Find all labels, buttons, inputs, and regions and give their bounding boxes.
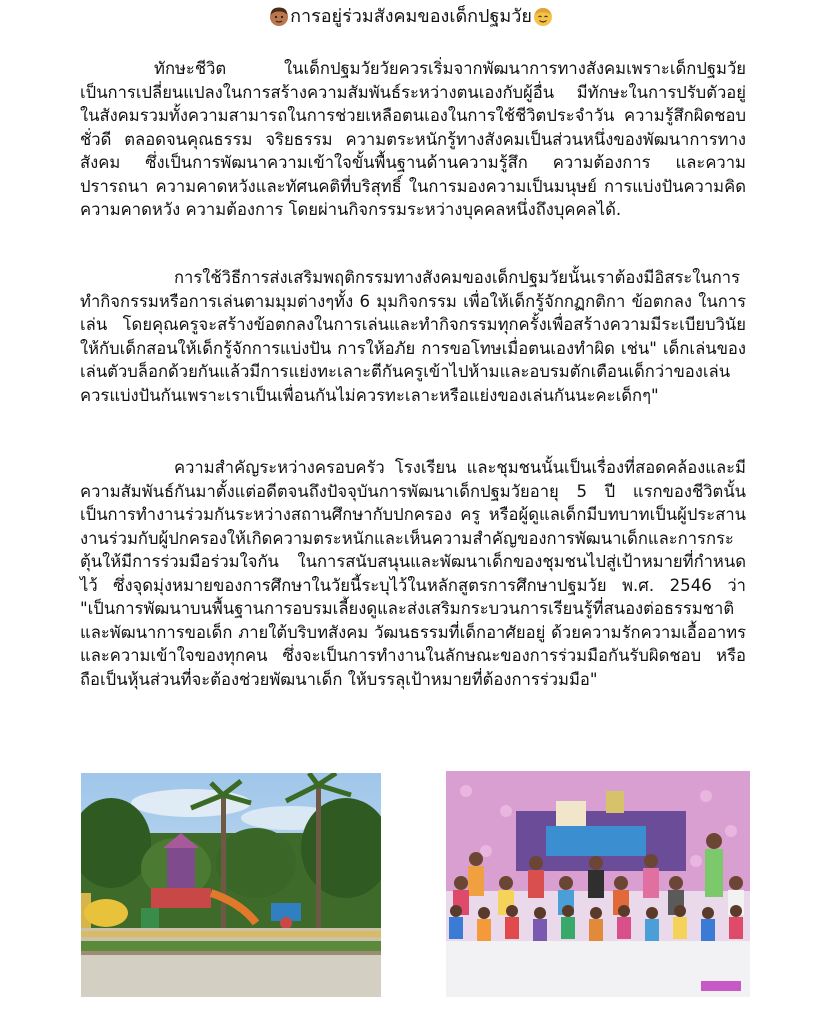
boy-face-icon bbox=[268, 5, 290, 27]
paragraph-life-skills bbox=[80, 57, 746, 222]
class-group-photo bbox=[446, 771, 750, 997]
paragraph-text: ความสำคัญระหว่างครอบครัว โรงเรียน และชุมชนนั้นเป็นเรื่องที่สอดคล้องและมีความสัมพันธ์กันมาตั้งแต่อดีตจนถึงปัจจุบันการพัฒนาเด็กปฐมวัยอายุ 5 ปี แรกของชีวิตนั้นเป็นการทำงานร่วมกันระหว่างสถานศึกษากับปกครอง ครู หรือผู้ดูแลเด็กมีบทบาทเป็นผู้ประสานงานร่วมกับผู้ปกครองให้เกิดความตระหนักและเห็นความสำคัญของการพัฒนาเด็กและการกระตุ้นให้มีการร่วมมือร่วมใจกัน ในการสนับสนุนและพัฒนาเด็กของชุมชนไปสู่เป้าหมายที่กำหนดไว้ ซึ่งจุดมุ่งหมายของการศึกษาในวัยนี้ระบุไว้ในหลักสูตรการศึกษาปฐมวัย พ.ศ. 2546 ว่า "เป็นการพัฒนาบนพื้นฐานการอบรมเลี้ยงดูและส่งเสริมกระบวนการเรียนรู้ที่สนองต่อธรรมชาติและพัฒนาการขอเด็ก ภายใต้บริบทสังคม วัฒนธรรมที่เด็กอาศัยอยู่ ด้วยความรักความเอื้ออาทรและความเข้าใจของทุกคน ซึ่งจะเป็นการทำงานในลักษณะของการร่วมมือกันรับผิดชอบ หรือถือเป็นหุ้นส่วนที่จะต้องช่วยพัฒนาเด็ก ให้บรรลุเป้าหมายที่ต้องการร่วมมือ" bbox=[80, 458, 746, 689]
paragraph-family-school-community bbox=[80, 456, 746, 691]
paragraph-text: การใช้วิธีการส่งเสริมพฤติกรรมทางสังคมของเด็กปฐมวัยนั้นเราต้องมีอิสระในการทำกิจกรรมหรือการเล่นตามมุมต่างๆทั้ง 6 มุมกิจกรรม เพื่อให้เด็กรู้จักกฏกติกา ข้อตกลง ในการเล่น โดยคุณครูจะสร้างข้อตกลงในการเล่นและทำกิจกรรมทุกครั้งเพื่อสร้างความมีระเบียบวินัยให้กับเด็กสอนให้เด็กรู้จักการแบ่งปัน การให้อภัย การขอโทษเมื่อตนเองทำผิด เช่น" เด็กเล่นของเล่นตัวบล็อกด้วยกันแล้วมีการแย่งทะเลาะตีกันครูเข้าไปห้ามและอบรมตักเตือนเด็กว่าของเล่นควรแบ่งปันกันเพราะเราเป็นเพื่อนกันไม่ควรทะเลาะหรือแย่งของเล่นกันนะคะเด็กๆ" bbox=[80, 268, 746, 405]
paragraph-text: ทักษะชีวิต ในเด็กปฐมวัยวัยควรเริ่มจากพัฒนาการทางสังคมเพราะเด็กปฐมวัยเป็นการเปลี่ยนแปลงในการสร้างความสัมพันธ์ระหว่างตนเองกับผู้อื่น มีทักษะในการปรับตัวอยู่ในสังคมรวมทั้งความสามารถในการช่วยเหลือตนเองในการใช้ชีวิตประจำวัน ความรู้สึกผิดชอบชั่วดี ตลอดจนคุณธรรม จริยธรรม ความตระหนักรู้ทางสังคมเป็นส่วนหนึ่งของพัฒนาการทางสังคม ซึ่งเป็นการพัฒนาความเข้าใจขั้นพื้นฐานด้านความรู้สึก ความต้องการ และความปรารถนา ความคาดหวังและทัศนคติที่บริสุทธิ์ ในการมองความเป็นมนุษย์ การแบ่งปันความคิด ความคาดหวัง ความต้องการ โดยผ่านกิจกรรมระหว่างบุคคลหนึ่งถึงบุคคลได้. bbox=[80, 59, 746, 219]
playground-photo bbox=[81, 773, 381, 997]
paragraph-social-behavior bbox=[80, 266, 746, 407]
smiling-face-icon bbox=[532, 5, 554, 27]
page-title-line bbox=[0, 4, 822, 30]
page-title: การอยู่ร่วมสังคมของเด็กปฐมวัย bbox=[290, 6, 532, 27]
